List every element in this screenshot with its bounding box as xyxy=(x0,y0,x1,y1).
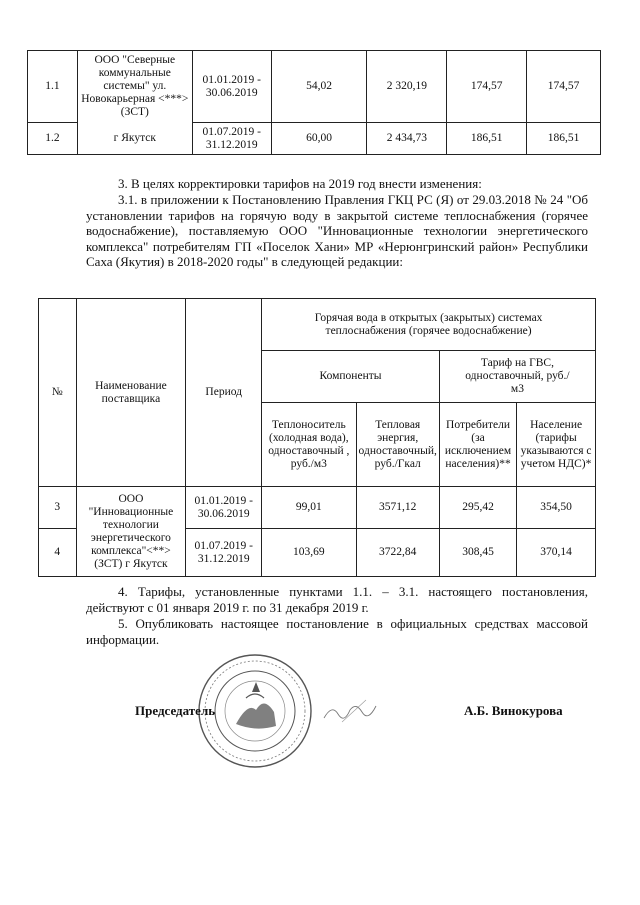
header-period: Период xyxy=(186,299,262,487)
header-components: Компоненты xyxy=(262,351,440,403)
header-supplier: Наименование поставщика xyxy=(76,299,186,487)
header-number: № xyxy=(39,299,77,487)
row-number: 1.2 xyxy=(28,123,78,155)
header-tariff: Тариф на ГВС, одноставочный, руб./м3 xyxy=(439,351,595,403)
period-cell: 01.01.2019 - 30.06.2019 xyxy=(186,487,262,529)
header-consumers: Потребители (за исключением населения)** xyxy=(439,403,516,487)
value-cell: 370,14 xyxy=(517,529,596,577)
value-cell: 2 320,19 xyxy=(367,51,447,123)
value-cell: 103,69 xyxy=(262,529,356,577)
table-row xyxy=(28,51,601,123)
row-number: 1.1 xyxy=(28,51,78,123)
period-cell: 01.01.2019 - 30.06.2019 xyxy=(192,51,271,123)
value-cell: 354,50 xyxy=(517,487,596,529)
value-cell: 54,02 xyxy=(271,51,367,123)
supplier-cell: ООО "Инновационные технологии энергетического комплекса"<**> (ЗСТ) г Якутск xyxy=(76,487,186,577)
value-cell: 3722,84 xyxy=(356,529,439,577)
value-cell: 186,51 xyxy=(447,123,527,155)
value-cell: 174,57 xyxy=(447,51,527,123)
value-cell: 174,57 xyxy=(527,51,601,123)
header-row xyxy=(39,299,596,351)
paragraph-3: 3. В целях корректировки тарифов на 2019 год внести изменения: xyxy=(118,176,482,191)
value-cell: 308,45 xyxy=(439,529,516,577)
supplier-cell: ООО "Северные коммунальные системы" ул. Новокарьерная <***> (ЗСТ) xyxy=(77,51,192,123)
row-number: 3 xyxy=(39,487,77,529)
value-cell: 186,51 xyxy=(527,123,601,155)
header-heat-carrier: Теплоноситель (холодная вода), одноставочный , руб./м3 xyxy=(262,403,356,487)
value-cell: 2 434,73 xyxy=(367,123,447,155)
table-row xyxy=(39,487,596,529)
paragraph-4: 4. Тарифы, установленные пунктами 1.1. – 3.1. настоящего постановления, действуют с 01 января 2019 г. по 31 декабря 2019 г. xyxy=(86,584,588,615)
chairman-label: Председатель xyxy=(135,703,216,718)
tariff-table-1 xyxy=(27,50,601,155)
signatory-name: А.Б. Винокурова xyxy=(464,703,563,718)
tariff-table-2 xyxy=(38,298,596,577)
header-hot-water: Горячая вода в открытых (закрытых) системах теплоснабжения (горячее водоснабжение) xyxy=(262,299,596,351)
period-cell: 01.07.2019 - 31.12.2019 xyxy=(192,123,271,155)
table-row xyxy=(28,123,601,155)
period-cell: 01.07.2019 - 31.12.2019 xyxy=(186,529,262,577)
row-number: 4 xyxy=(39,529,77,577)
value-cell: 3571,12 xyxy=(356,487,439,529)
paragraph-5: 5. Опубликовать настоящее постановление в официальных средствах массовой информации. xyxy=(86,616,588,647)
header-heat-energy: Тепловая энергия, одноставочный, руб./Гкал xyxy=(356,403,439,487)
handwritten-signature xyxy=(322,696,382,726)
paragraph-3-1: 3.1. в приложении к Постановлению Правления ГКЦ РС (Я) от 29.03.2018 № 24 "Об установлении тарифов на горячую воду в закрытой системе теплоснабжения (горячее водоснабжение), поставляемую ООО "Инновационные технологии энергетического комплекса" потребителям ГП «Поселок Хани» МР «Нерюнгринский район» Республики Саха (Якутия) в 2018-2020 годы" в следующей редакции: xyxy=(86,192,588,269)
header-population: Население (тарифы указываются с учетом НДС)* xyxy=(517,403,596,487)
value-cell: 60,00 xyxy=(271,123,367,155)
value-cell: 99,01 xyxy=(262,487,356,529)
value-cell: 295,42 xyxy=(439,487,516,529)
supplier-cell: г Якутск xyxy=(77,123,192,155)
